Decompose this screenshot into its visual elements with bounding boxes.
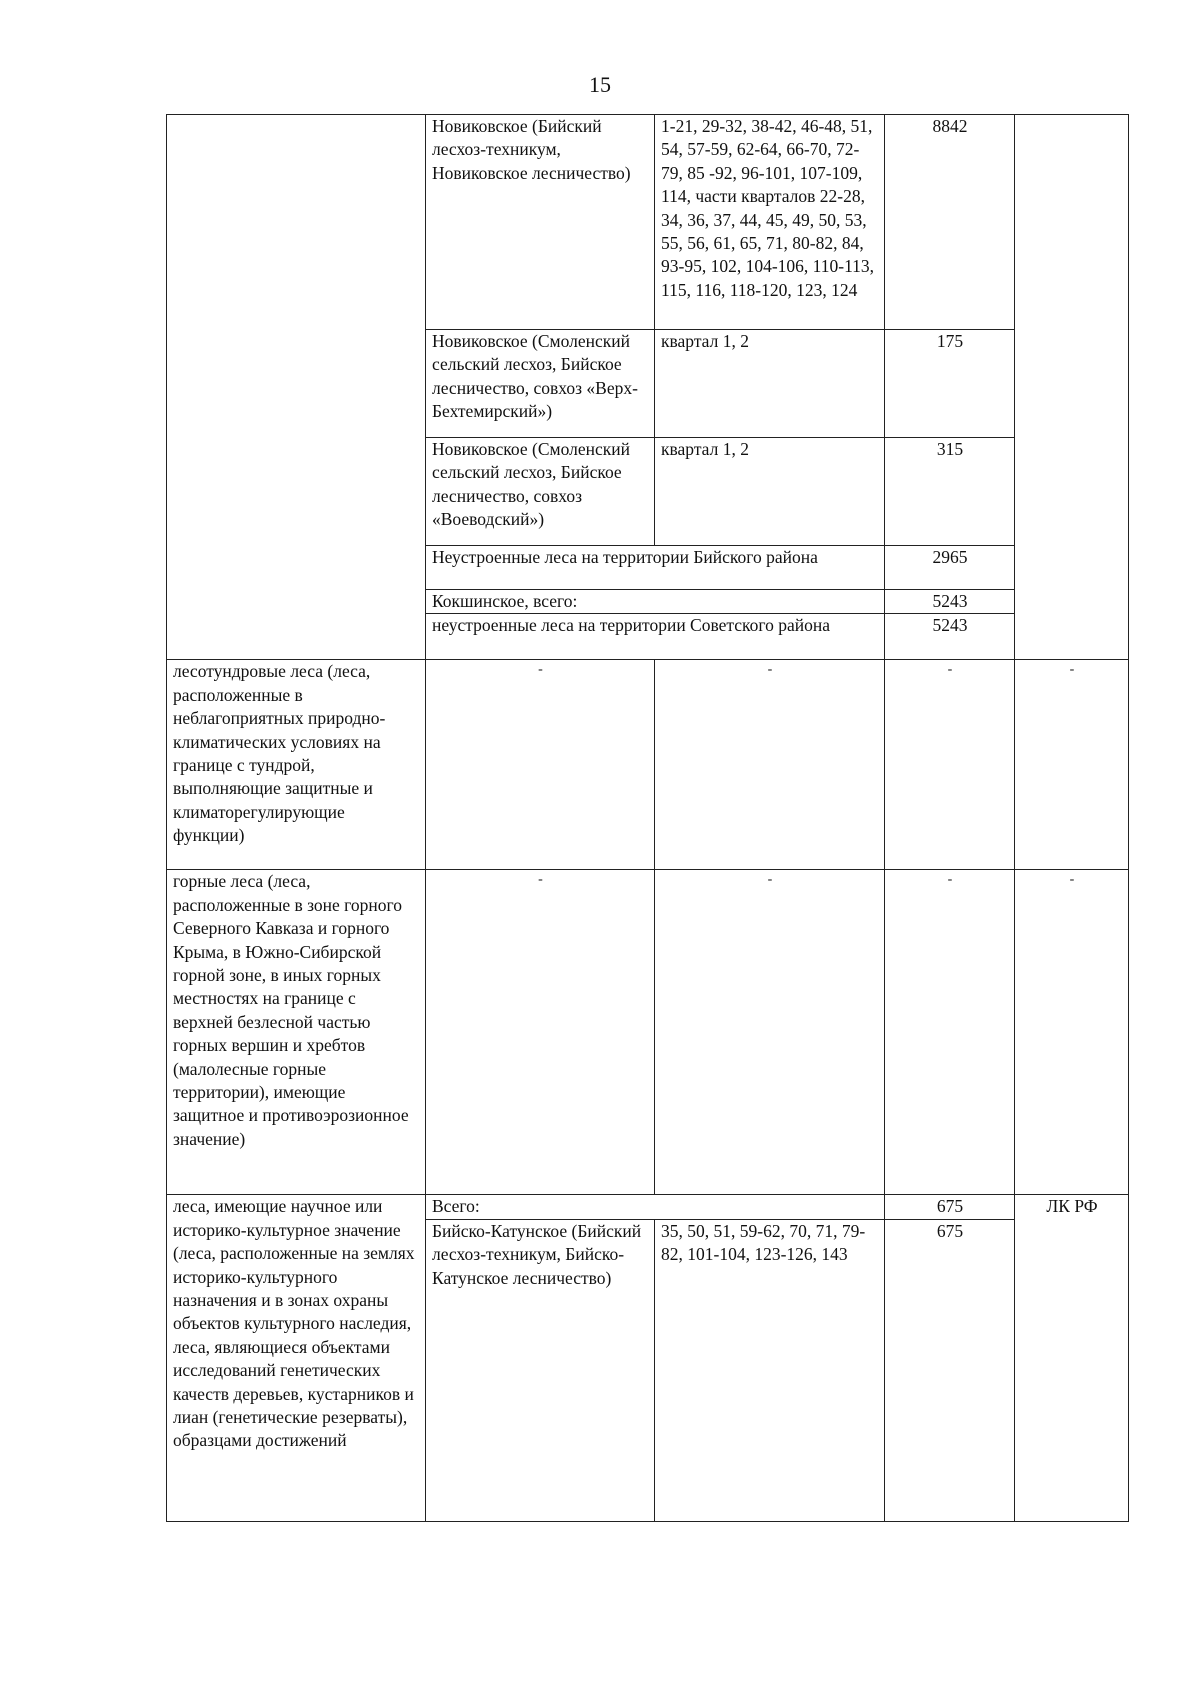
category-cell: горные леса (леса, расположенные в зоне горного Северного Кавказа и горного Крыма, в Южно-Сибирской горной зоне, в иных горных местностях на границе с верхней безлесной частью горных вершин и хребтов (малолесные горные территории), имеющие защитное и противоэрозионное значение) <box>167 870 426 1195</box>
dash-cell: - <box>655 660 885 870</box>
forest-table <box>166 114 1129 1522</box>
dash-cell: - <box>426 660 655 870</box>
category-cell: лесотундровые леса (леса, расположенные в неблагоприятных природно-климатических условиях на границе с тундрой, выполняющие защитные и климаторегулирующие функции) <box>167 660 426 870</box>
quarters-cell: 35, 50, 51, 59-62, 70, 71, 79-82, 101-104, 123-126, 143 <box>655 1219 885 1521</box>
quarters-cell: квартал 1, 2 <box>655 330 885 438</box>
area-cell: 675 <box>885 1219 1015 1521</box>
forestry-cell: Бийско-Катунское (Бийский лесхоз-техникум, Бийско-Катунское лесничество) <box>426 1219 655 1521</box>
area-cell: 5243 <box>885 590 1015 614</box>
area-cell: 8842 <box>885 115 1015 330</box>
quarters-cell: квартал 1, 2 <box>655 438 885 546</box>
category-cell: леса, имеющие научное или историко-культурное значение (леса, расположенные на землях историко-культурного назначения и в зонах охраны объектов культурного наследия, леса, являющиеся объектами исследований генетических качеств деревьев, кустарников и лиан (генетические резерваты), образцами достижений <box>167 1195 426 1521</box>
area-cell: 315 <box>885 438 1015 546</box>
table-row <box>167 870 1129 1195</box>
basis-cell <box>1015 115 1129 660</box>
label-cell: Неустроенные леса на территории Бийского района <box>426 546 885 590</box>
area-cell: 675 <box>885 1195 1015 1219</box>
basis-cell: ЛК РФ <box>1015 1195 1129 1521</box>
forestry-cell: Новиковское (Смоленский сельский лесхоз, Бийское лесничество, совхоз «Воеводский») <box>426 438 655 546</box>
dash-cell: - <box>1015 870 1129 1195</box>
dash-cell: - <box>655 870 885 1195</box>
category-cell <box>167 115 426 660</box>
page-number: 15 <box>589 72 611 97</box>
area-cell: 2965 <box>885 546 1015 590</box>
table-row <box>167 115 1129 330</box>
label-cell: Всего: <box>426 1195 885 1219</box>
label-cell: неустроенные леса на территории Советского района <box>426 614 885 660</box>
dash-cell: - <box>885 870 1015 1195</box>
table-row <box>167 660 1129 870</box>
dash-cell: - <box>426 870 655 1195</box>
dash-cell: - <box>885 660 1015 870</box>
area-cell: 175 <box>885 330 1015 438</box>
quarters-cell: 1-21, 29-32, 38-42, 46-48, 51, 54, 57-59, 62-64, 66-70, 72-79, 85 -92, 96-101, 107-109, 114, части кварталов 22-28, 34, 36, 37, 44, 45, 49, 50, 53, 55, 56, 61, 65, 71, 80-82, 84, 93-95, 102, 104-106, 110-113, 115, 116, 118-120, 123, 124 <box>655 115 885 330</box>
table-row <box>167 1195 1129 1219</box>
dash-cell: - <box>1015 660 1129 870</box>
forestry-cell: Новиковское (Смоленский сельский лесхоз, Бийское лесничество, совхоз «Верх-Бехтемирский») <box>426 330 655 438</box>
forestry-cell: Новиковское (Бийский лесхоз-техникум, Новиковское лесничество) <box>426 115 655 330</box>
area-cell: 5243 <box>885 614 1015 660</box>
label-cell: Кокшинское, всего: <box>426 590 885 614</box>
